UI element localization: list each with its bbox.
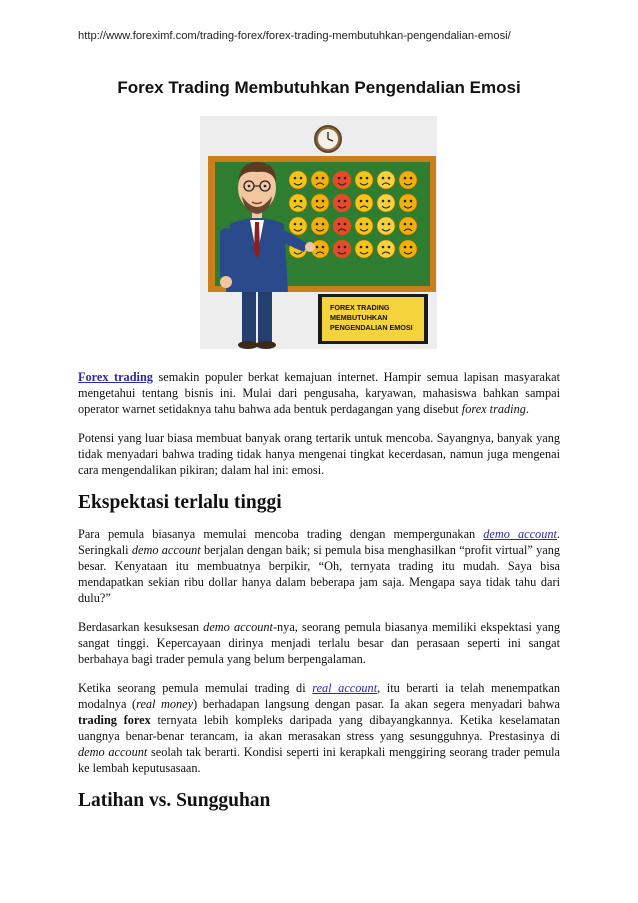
section-heading-ekspektasi: Ekspektasi terlalu tinggi <box>78 492 282 513</box>
page-title: Forex Trading Membutuhkan Pengendalian Emosi <box>117 78 521 97</box>
emoji-face-icon <box>355 194 373 212</box>
emoji-face-icon <box>311 217 329 235</box>
intro-p1-em: forex trading <box>461 402 526 416</box>
emoji-face-icon <box>399 194 417 212</box>
hero-svg <box>200 116 437 349</box>
emoji-face-icon <box>333 171 351 189</box>
s1p2-b: -nya, seorang pemula biasanya memiliki ekspektasi yang sangat tinggi. Kepercayaan dirinya menjadi terlalu besar dan perasaan seperti ini sangat berbahaya bagi trader pemula yang belum berpengalaman. <box>78 620 561 666</box>
s1p3-em2: demo account <box>78 745 148 759</box>
forex-trading-link[interactable]: Forex trading <box>78 370 153 384</box>
s1p3-a: Ketika seorang pemula memulai trading di <box>78 681 313 695</box>
emoji-face-icon <box>355 217 373 235</box>
emoji-face-icon <box>377 240 395 258</box>
sign-line-2: MEMBUTUHKAN <box>330 313 388 322</box>
emoji-face-icon <box>333 240 351 258</box>
section-heading-latihan: Latihan vs. Sungguhan <box>78 790 271 811</box>
article-body <box>78 369 560 824</box>
emoji-face-icon <box>399 217 417 235</box>
forex-sign <box>318 294 428 344</box>
intro-paragraph-2: Potensi yang luar biasa membuat banyak orang tertarik untuk mencoba. Sayangnya, banyak yang tidak menyadari bahwa trading tidak hanya mengenai tingkat kecerdasan, namun juga mengenai cara mengendalikan pikiran; dalam hal ini: emosi. <box>78 431 560 477</box>
emoji-face-icon <box>333 217 351 235</box>
sign-line-3: PENGENDALIAN EMOSI <box>330 323 413 332</box>
hero-illustration <box>200 116 437 349</box>
page-url: http://www.foreximf.com/trading-forex/forex-trading-membutuhkan-pengendalian-emosi/ <box>78 30 511 42</box>
emoji-face-icon <box>311 194 329 212</box>
s1p3-e: seolah tak berarti. Kondisi seperti ini kerapkali menggiring seorang trader pemula ke lembah keputusasaan. <box>78 745 560 775</box>
real-account-link[interactable]: real account <box>312 681 378 695</box>
emoji-face-icon <box>355 171 373 189</box>
emoji-face-icon <box>399 171 417 189</box>
intro-p1-end: . <box>525 402 529 416</box>
emoji-face-icon <box>289 194 307 212</box>
emoji-face-icon <box>399 240 417 258</box>
s1p3-d: ternyata lebih kompleks daripada yang dibayangkannya. Ketika keselamatan uangnya benar-benar terancam, ia akan merasakan stress yang sesungguhnya. Prestasinya di <box>78 713 560 743</box>
s1p2-a: Berdasarkan kesuksesan <box>78 620 204 634</box>
clock-icon <box>315 126 341 152</box>
sign-line-1: FOREX TRADING <box>330 303 390 312</box>
s1p3-strong: trading forex <box>78 713 151 727</box>
s1p2-em: demo account <box>203 620 273 634</box>
s1p3-b: , itu berarti ia telah menempatkan modalnya ( <box>78 681 560 711</box>
emoji-face-icon <box>377 171 395 189</box>
section1-paragraph-2 <box>78 619 560 667</box>
emoji-face-icon <box>289 171 307 189</box>
emoji-face-icon <box>355 240 373 258</box>
emoji-face-icon <box>289 217 307 235</box>
s1p1-a: Para pemula biasanya memulai mencoba trading dengan mempergunakan <box>78 527 484 541</box>
intro-paragraph-1 <box>78 369 560 417</box>
s1p3-c: ) berhadapan langsung dengan pasar. Ia akan segera menyadari bahwa <box>193 697 561 711</box>
emoji-face-icon <box>311 171 329 189</box>
section1-paragraph-3 <box>78 680 560 776</box>
s1p1-c: berjalan dengan baik; si pemula bisa menghasilkan “profit virtual” yang besar. Kenyataan itu membuatnya berpikir, “Oh, ternyata trading itu mudah. Saya bisa mendapatkan sekian ribu dollar hanya dalam beberapa jam saja. Mengapa saya tidak tahu dari dulu?” <box>78 543 561 605</box>
s1p1-em: demo account <box>131 543 201 557</box>
emoji-face-icon <box>377 194 395 212</box>
s1p1-b: . Seringkali <box>78 527 560 557</box>
intro-p1-text: semakin populer berkat kemajuan internet. Hampir semua lapisan masyarakat mengetahui tentang bisnis ini. Mulai dari pengusaha, karyawan, mahasiswa bahkan sampai operator warnet setidaknya tahu bahwa ada bentuk perdagangan yang disebut <box>78 370 560 416</box>
demo-account-link[interactable]: demo account <box>483 527 557 541</box>
emoji-face-icon <box>377 217 395 235</box>
section1-paragraph-1 <box>78 526 560 606</box>
emoji-face-icon <box>333 194 351 212</box>
s1p3-em1: real money <box>136 697 194 711</box>
